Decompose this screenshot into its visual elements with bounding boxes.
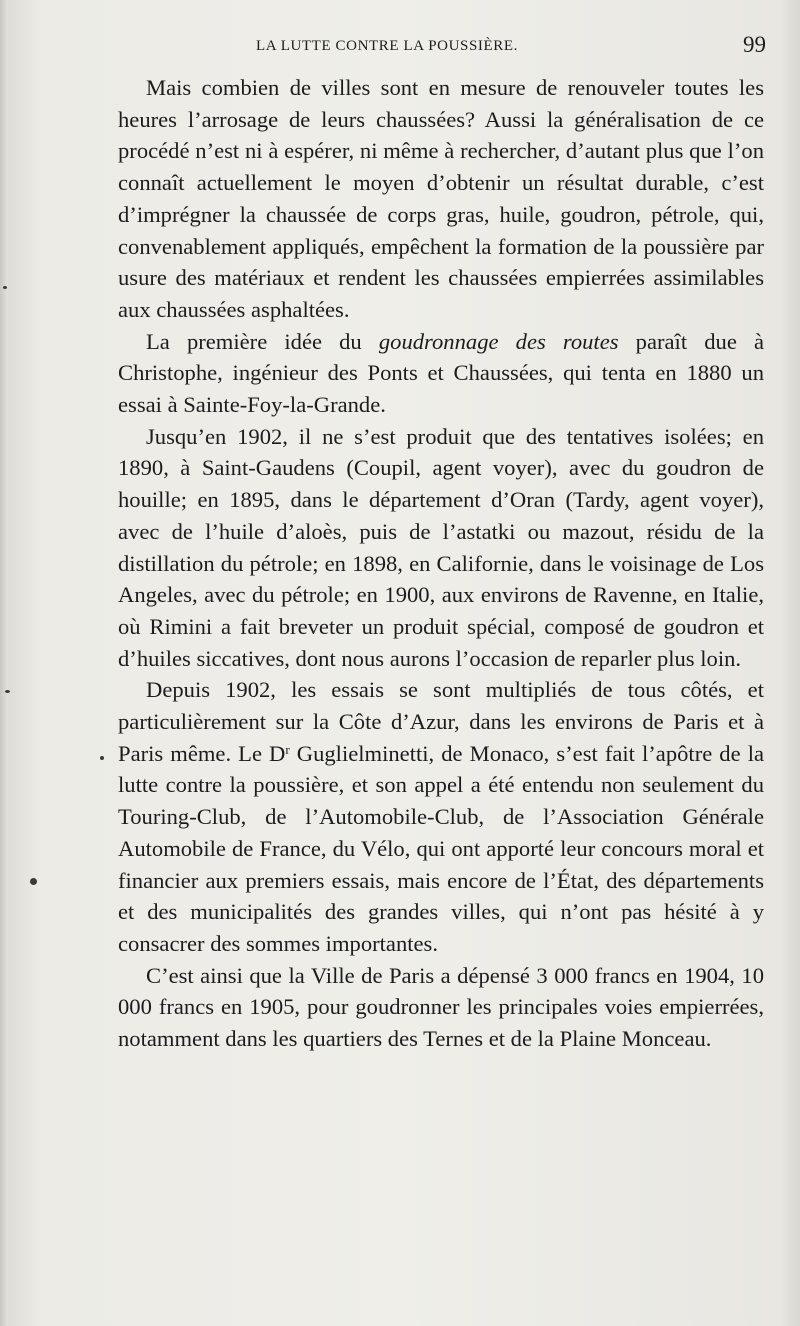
paragraph-4-after: Guglielminetti, de Monaco, s’est fait l’apôtre de la lutte contre la poussière, et son appel a été entendu non seulement du Touring-Club, de l’Automobile-Club, de l’Association Générale Automobile de France, du Vélo, qui ont apporté leur concours moral et financier aux premiers essais, mais encore de l’État, des départements et des municipalités des grandes villes, qui n’ont pas hésité à y consacrer des sommes importantes. [118,740,764,956]
paragraph-2-before: La première idée du [146,328,379,354]
ink-speck [30,878,37,885]
paragraph-3: Jusqu’en 1902, il ne s’est produit que des tentatives isolées; en 1890, à Saint-Gaudens (Coupil, agent voyer), avec du goudron de houille; en 1895, dans le département d’Oran (Tardy, agent voyer), avec de l’huile d’aloès, puis de l’astatki ou mazout, résidu de la distillation du pétrole; en 1898, en Californie, dans le voisinage de Los Angeles, avec du pétrole; en 1900, aux environs de Ravenne, en Italie, où Rimini a fait breveter un produit spécial, composé de goudron et d’huiles siccatives, dont nous aurons l’occasion de reparler plus loin. [118,423,764,671]
paragraph-4-before: Depuis 1902, les essais se sont multipliés de tous côtés, et particulièrement sur la Côte d’Azur, dans les environs de Paris et à Paris même. Le D [118,677,764,766]
page-number: 99 [743,32,766,57]
paragraph-2 [118,326,764,421]
page-header [118,30,766,64]
paragraph-2-after: paraît due à Christophe, ingénieur des Ponts et Chaussées, qui tenta en 1880 un essai à Sainte-Foy-la-Grande. [118,328,765,418]
paragraph-4 [118,674,764,959]
paragraph-1: Mais combien de villes sont en mesure de renouveler toutes les heures l’arrosage de leurs chaussées? Aussi la généralisation de ce procédé n’est ni à espérer, ni même à rechercher, d’autant plus que l’on connaît actuellement le moyen d’obtenir un résultat durable, c’est d’imprégner la chaussée de corps gras, huile, goudron, pétrole, qui, convenablement appliqués, empêchent la formation de la poussière par usure des matériaux et rendent les chaussées empierrées assimilables aux chaussées asphaltées. [118,75,764,322]
page-gutter-shadow [0,0,8,1326]
doctor-superscript: r [285,741,290,757]
ink-speck [100,756,104,760]
ink-speck [3,286,7,289]
running-head: LA LUTTE CONTRE LA POUSSIÈRE. [256,38,518,54]
body-text [118,72,764,1055]
italic-phrase: goudronnage des routes [378,328,619,354]
paragraph-5: C’est ainsi que la Ville de Paris a dépensé 3 000 francs en 1904, 10 000 francs en 1905, pour goudronner les principales voies empierrées, notamment dans les quartiers des Ternes et de la Plaine Monceau. [118,962,764,1052]
ink-speck [5,690,10,693]
